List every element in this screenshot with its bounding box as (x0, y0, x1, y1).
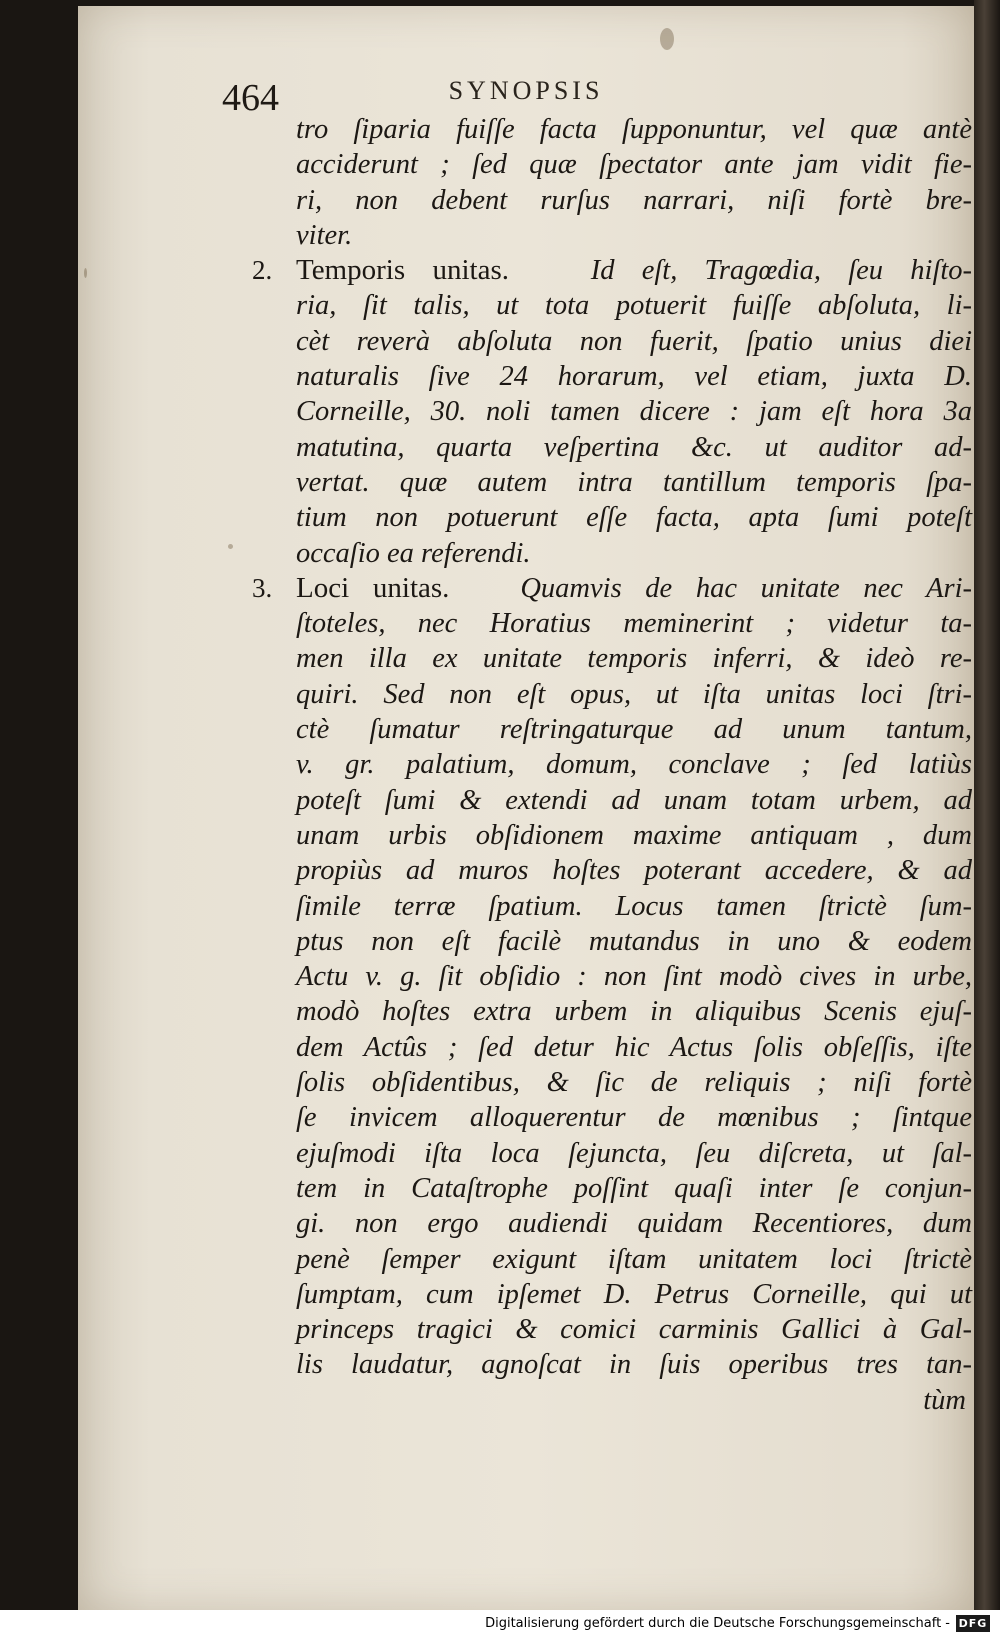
text-line: viter. (296, 219, 353, 251)
text-line: dem Actûs ; ſed detur hic Actus ſolis obſeſſis, iſte (296, 1031, 972, 1063)
section-number: 2. (252, 255, 273, 286)
catchword: tùm (923, 1384, 966, 1416)
text-line: propiùs ad muros hoſtes poterant accedere, & ad (296, 855, 972, 887)
ink-speck (84, 268, 87, 278)
text-line: unam urbis obſidionem maxime antiquam , dum (296, 819, 972, 851)
text-line: tium non potuerunt eſſe facta, apta ſumi poteſt (296, 502, 972, 534)
text-line: matutina, quarta veſpertina &c. ut auditor ad- (296, 431, 972, 463)
text-line: cèt reverà abſoluta non fuerit, ſpatio unius diei (296, 325, 972, 357)
intro-paragraph (296, 112, 972, 253)
text-run: Quamvis de hac unitate nec Ari- (520, 572, 972, 604)
text-line: vertat. quæ autem intra tantillum temporis ſpa- (296, 466, 972, 498)
body-text (252, 112, 973, 1418)
text-line: tem in Cataſtrophe poſſint quaſi inter ſe conjun- (296, 1172, 972, 1204)
text-run: Id eſt, Tragœdia, ſeu hiſto- (590, 255, 973, 287)
text-line: penè ſemper exigunt iſtam unitatem loci ſtrictè (296, 1243, 972, 1275)
text-line: occaſio ea referendi. (296, 537, 531, 569)
text-line: tro ſiparia fuiſſe facta ſupponuntur, vel quæ antè (296, 114, 972, 145)
text-line: modò hoſtes extra urbem in aliquibus Scenis ejuſ- (296, 996, 972, 1028)
section-first-line (252, 253, 973, 288)
text-line: ejuſmodi iſta loca ſejuncta, ſeu diſcreta, ut ſal- (296, 1137, 972, 1169)
section-number: 3. (252, 572, 273, 603)
text-line: acciderunt ; ſed quæ ſpectator ante jam vidit fie- (296, 149, 972, 181)
text-line: v. gr. palatium, domum, conclave ; ſed latiùs (296, 749, 972, 781)
funding-notice: Digitalisierung gefördert durch die Deutsche Forschungsgemeinschaft - (485, 1616, 950, 1631)
running-title: SYNOPSIS (448, 76, 604, 105)
text-line: Corneille, 30. noli tamen dicere : jam eſt hora 3a (296, 396, 972, 428)
section-heading: Temporis unitas. (296, 254, 510, 287)
section-heading: Loci unitas. (296, 571, 450, 604)
text-line: ſumptam, cum ipſemet D. Petrus Corneille, qui ut (296, 1278, 972, 1310)
text-line: ſtoteles, nec Horatius meminerint ; videtur ta- (296, 608, 972, 640)
dfg-logo: DFG (956, 1615, 990, 1632)
section-loci (252, 571, 972, 1383)
ink-speck (228, 544, 233, 549)
section-temporis (252, 253, 973, 571)
page-header (78, 68, 974, 119)
text-line: men illa ex unitate temporis inferri, & ideò re- (296, 643, 972, 675)
text-line: ptus non eſt facilè mutandus in uno & eodem (296, 925, 972, 957)
text-line: ri, non debent rurſus narrari, niſi fortè bre- (296, 184, 972, 216)
page-number: 464 (222, 77, 279, 119)
text-line: gi. non ergo audiendi quidam Recentiores, dum (296, 1208, 972, 1240)
footer-bar (0, 1610, 1000, 1640)
text-line: quiri. Sed non eſt opus, ut iſta unitas loci ſtri- (296, 678, 972, 710)
page-edge (974, 0, 1000, 1610)
text-line: princeps tragici & comici carminis Gallici à Gal- (296, 1314, 972, 1346)
text-line: lis laudatur, agnoſcat in ſuis operibus tres tan- (296, 1349, 972, 1381)
text-line: ſimile terræ ſpatium. Locus tamen ſtrictè ſum- (296, 890, 972, 922)
text-line: poteſt ſumi & extendi ad unam totam urbem, ad (296, 784, 972, 816)
text-line: ria, ſit talis, ut tota potuerit fuiſſe abſoluta, li- (296, 290, 972, 322)
ink-stain (660, 28, 674, 50)
text-line: ſe invicem alloquerentur de mœnibus ; ſintque (296, 1102, 972, 1134)
text-line: ctè ſumatur reſtringaturque ad unum tantum, (296, 714, 972, 746)
section-first-line (252, 571, 972, 606)
text-line: ſolis obſidentibus, & ſic de reliquis ; niſi fortè (296, 1067, 972, 1099)
text-line: Actu v. g. ſit obſidio : non ſint modò cives in urbe, (296, 961, 972, 993)
text-line: naturalis ſive 24 horarum, vel etiam, juxta D. (296, 361, 972, 393)
